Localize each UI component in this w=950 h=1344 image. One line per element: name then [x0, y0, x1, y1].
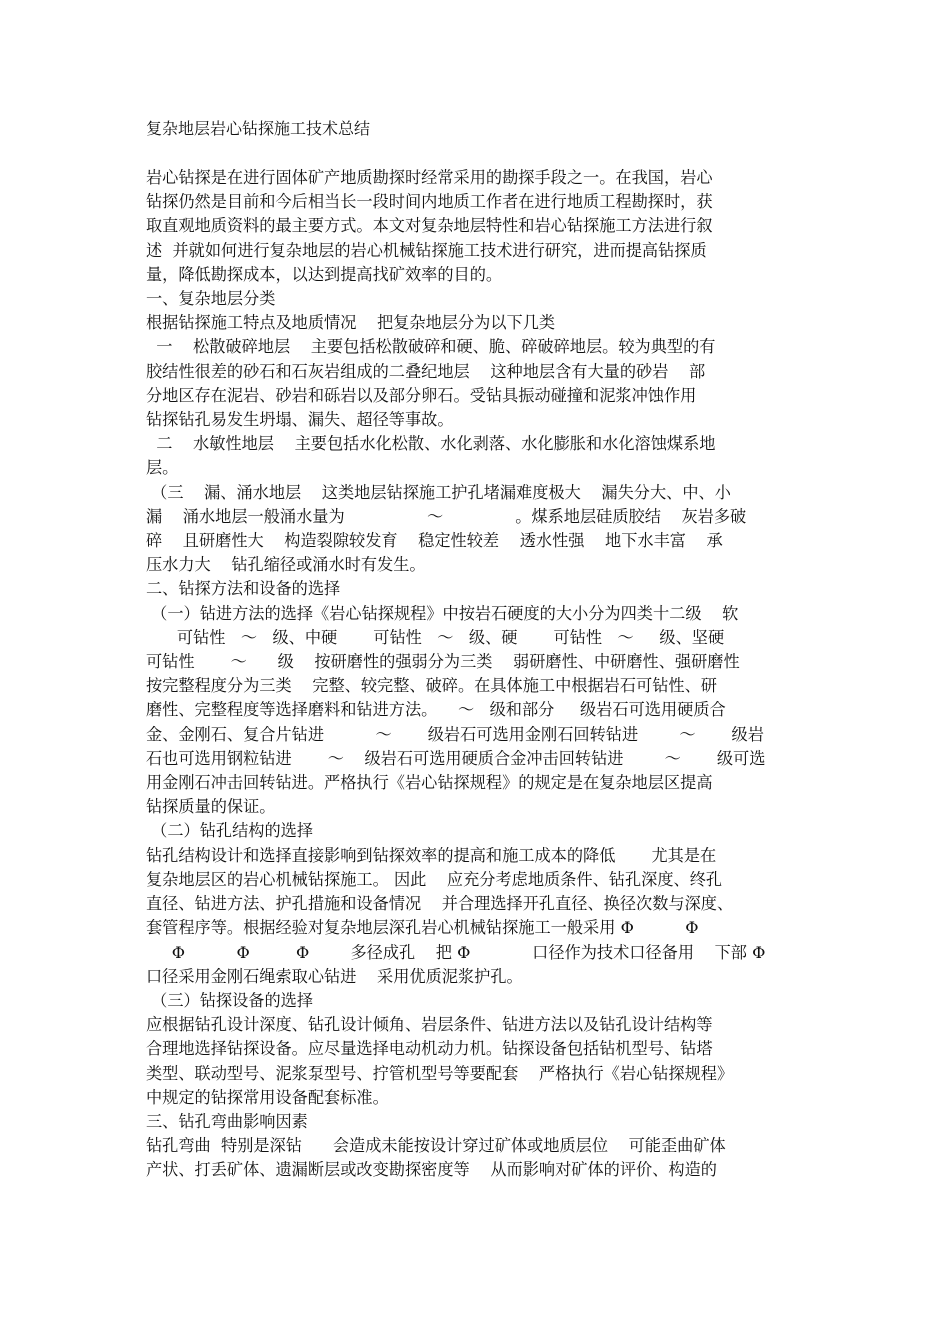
text-line: 分地区存在泥岩、砂岩和砾岩以及部分卵石。受钻具振动碰撞和泥浆冲蚀作用 — [146, 385, 697, 405]
text-line: 钻探仍然是目前和今后相当长一段时间内地质工作者在进行地质工程勘探时，获 — [146, 192, 713, 212]
text-line: 直径、钻进方法、护孔措施和设备情况 并合理选择开孔直径、换径次数与深度、 — [146, 894, 734, 914]
text-line: 中规定的钻探常用设备配套标准。 — [146, 1087, 389, 1107]
text-line: 一 松散破碎地层 主要包括松散破碎和硬、脆、碎破碎地层。较为典型的有 — [146, 337, 716, 357]
text-line: 钻孔结构设计和选择直接影响到钻探效率的提高和施工成本的降低 尤其是在 — [146, 845, 717, 865]
text-line: 类型、联动型号、泥浆泵型号、拧管机型号等要配套 严格执行《岩心钻探规程》 — [146, 1063, 734, 1083]
text-line: 胶结性很差的砂石和石灰岩组成的二叠纪地层 这种地层含有大量的砂岩 部 — [146, 361, 706, 381]
text-line: 产状、打丢矿体、遗漏断层或改变勘探密度等 从而影响对矿体的评价、构造的 — [146, 1160, 717, 1180]
text-line: 岩心钻探是在进行固体矿产地质勘探时经常采用的勘探手段之一。在我国，岩心 — [146, 168, 713, 187]
text-line: 钻探钻孔易发生坍塌、漏失、超径等事故。 — [146, 410, 454, 430]
text-line: 石也可选用钢粒钻进 ～ 级岩石可选用硬质合金冲击回转钻进 ～ 级可选 — [146, 748, 766, 768]
text-line: 合理地选择钻探设备。应尽量选择电动机动力机。钻探设备包括钻机型号、钻塔 — [146, 1039, 713, 1059]
text-line: Φ Φ Φ 多径成孔 把 Φ 口径作为技术口径备用 下部 Φ — [146, 942, 766, 962]
text-line: 取直观地质资料的最主要方式。本文对复杂地层特性和岩心钻探施工方法进行叙 — [146, 216, 713, 236]
text-line: 二、钻探方法和设备的选择 — [146, 579, 341, 599]
text-line: 可钻性 ～ 级、中硬 可钻性 ～ 级、硬 可钻性 ～ 级、坚硬 — [146, 627, 725, 647]
text-line: （一）钻进方法的选择《岩心钻探规程》中按岩石硬度的大小分为四类十二级 软 — [146, 603, 739, 623]
text-line: 一、复杂地层分类 — [146, 289, 276, 309]
text-line: 可钻性 ～ 级 按研磨性的强弱分为三类 弱研磨性、中研磨性、强研磨性 — [146, 652, 740, 672]
text-line: 磨性、完整程度等选择磨料和钻进方法。 ～ 级和部分 级岩石可选用硬质合 — [146, 700, 726, 720]
text-line: 压水力大 钻孔缩径或涌水时有发生。 — [146, 555, 426, 575]
text-line: 用金刚石冲击回转钻进。严格执行《岩心钻探规程》的规定是在复杂地层区提高 — [146, 773, 713, 793]
text-line: 层。 — [146, 458, 179, 478]
text-line: （二）钻孔结构的选择 — [146, 821, 314, 841]
text-line: 应根据钻孔设计深度、钻孔设计倾角、岩层条件、钻进方法以及钻孔设计结构等 — [146, 1015, 713, 1035]
text-line: （三 漏、涌水地层 这类地层钻探施工护孔堵漏难度极大 漏失分大、中、小 — [146, 482, 731, 502]
text-line: 复杂地层区的岩心机械钻探施工。 因此 应充分考虑地质条件、钻孔深度、终孔 — [146, 869, 723, 889]
text-line: 漏 涌水地层一般涌水量为 ～ 。煤系地层硅质胶结 灰岩多破 — [146, 506, 747, 526]
text-line: 钻孔弯曲 特别是深钻 会造成未能按设计穿过矿体或地质层位 可能歪曲矿体 — [146, 1136, 726, 1156]
document-title: 复杂地层岩心钻探施工技术总结 — [146, 119, 371, 138]
text-line: 按完整程度分为三类 完整、较完整、破碎。在具体施工中根据岩石可钻性、研 — [146, 676, 717, 696]
text-line: 钻探质量的保证。 — [146, 797, 276, 817]
text-line: 述 并就如何进行复杂地层的岩心机械钻探施工技术进行研究，进而提高钻探质 — [146, 240, 707, 260]
text-line: 碎 且研磨性大 构造裂隙较发育 稳定性较差 透水性强 地下水丰富 承 — [146, 531, 723, 551]
document-body — [146, 166, 818, 1183]
document-page — [146, 118, 818, 1183]
text-line: 金、金刚石、复合片钻进 ～ 级岩石可选用金刚石回转钻进 ～ 级岩 — [146, 724, 764, 744]
text-line: 根据钻探施工特点及地质情况 把复杂地层分为以下几类 — [146, 313, 556, 333]
text-line: 二 水敏性地层 主要包括水化松散、水化剥落、水化膨胀和水化溶蚀煤系地 — [146, 434, 716, 454]
text-line: 三、钻孔弯曲影响因素 — [146, 1111, 308, 1131]
text-line: （三）钻探设备的选择 — [146, 990, 314, 1010]
text-line: 口径采用金刚石绳索取心钻进 采用优质泥浆护孔。 — [146, 966, 523, 986]
text-line: 套管程序等。根据经验对复杂地层深孔岩心机械钻探施工一般采用 Φ Φ — [146, 918, 699, 938]
text-line: 量，降低勘探成本，以达到提高找矿效率的目的。 — [146, 264, 503, 284]
